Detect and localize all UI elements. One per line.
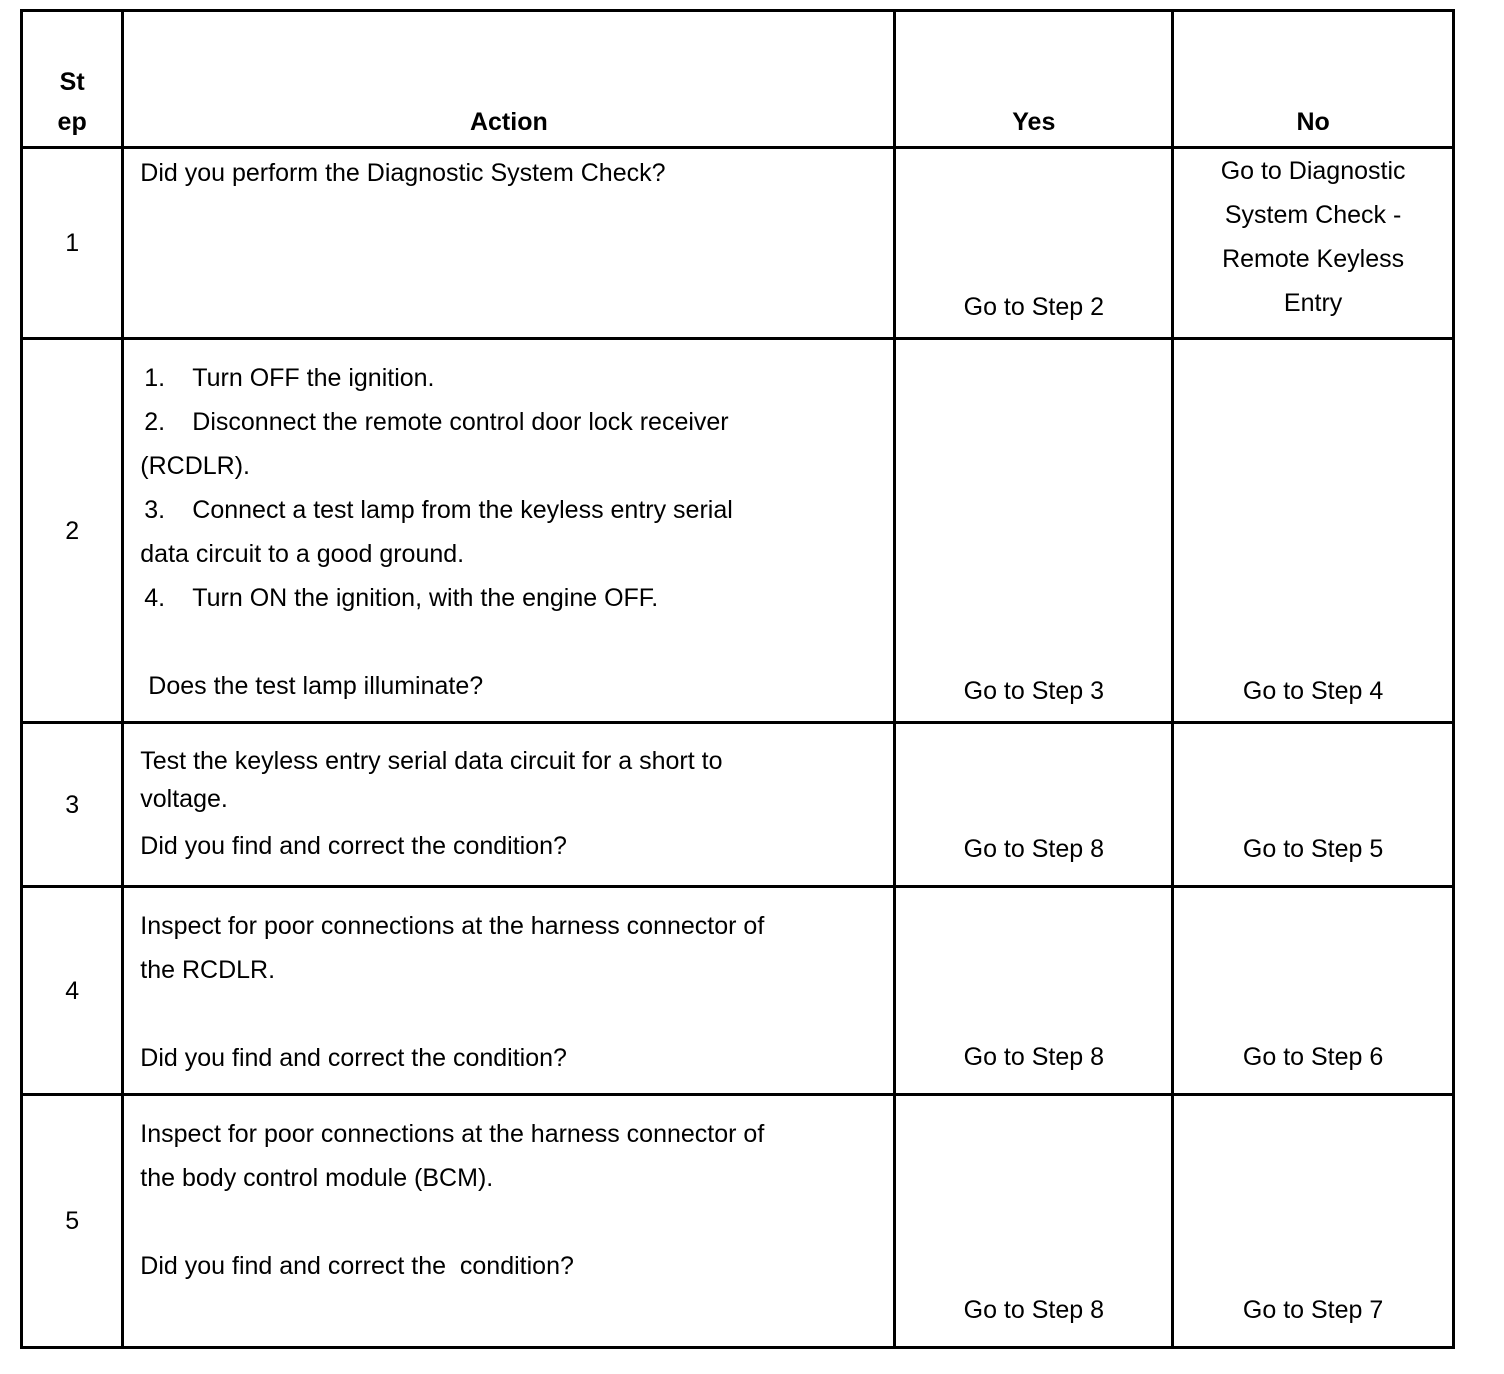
table-row bbox=[22, 339, 1454, 723]
list-number: 2. bbox=[144, 408, 166, 436]
list-text: Disconnect the remote control door lock receiver bbox=[192, 408, 729, 436]
action-text: the RCDLR. bbox=[140, 956, 276, 984]
action-text: Inspect for poor connections at the harness connector of bbox=[140, 1120, 765, 1148]
table-row bbox=[22, 1095, 1454, 1348]
no-cell: Go to Step 7 bbox=[1173, 1095, 1454, 1348]
question-text: Did you find and correct the condition? bbox=[140, 832, 567, 860]
spacer bbox=[140, 992, 877, 1036]
yes-cell: Go to Step 8 bbox=[895, 1095, 1173, 1348]
action-cell bbox=[123, 723, 895, 887]
list-item bbox=[140, 444, 877, 488]
header-action: Action bbox=[123, 11, 895, 148]
no-text: Go to Diagnostic bbox=[1220, 157, 1406, 185]
yes-cell: Go to Step 8 bbox=[895, 723, 1173, 887]
no-text: Remote Keyless bbox=[1222, 245, 1405, 273]
question-text: Did you find and correct the condition? bbox=[140, 1252, 574, 1280]
header-step-line2: ep bbox=[57, 108, 87, 136]
step-number: 5 bbox=[22, 1095, 123, 1348]
no-cell: Go to Step 5 bbox=[1173, 723, 1454, 887]
action-text: Inspect for poor connections at the harness connector of bbox=[140, 912, 765, 940]
action-cell bbox=[123, 148, 895, 339]
header-no: No bbox=[1173, 11, 1454, 148]
list-text: Connect a test lamp from the keyless entry serial bbox=[192, 496, 733, 524]
list-item bbox=[140, 488, 877, 532]
step-number: 1 bbox=[22, 148, 123, 339]
list-text: data circuit to a good ground. bbox=[140, 540, 465, 568]
list-number: 3. bbox=[144, 496, 166, 524]
list-text: (RCDLR). bbox=[140, 452, 250, 480]
action-cell bbox=[123, 1095, 895, 1348]
step-number: 2 bbox=[22, 339, 123, 723]
header-yes: Yes bbox=[895, 11, 1173, 148]
no-text: Entry bbox=[1283, 289, 1343, 317]
no-cell: Go to Step 6 bbox=[1173, 887, 1454, 1095]
list-item bbox=[140, 576, 877, 620]
action-text: Test the keyless entry serial data circuit for a short to bbox=[140, 747, 723, 775]
list-text: Turn ON the ignition, with the engine OFF. bbox=[192, 584, 659, 612]
step-number: 3 bbox=[22, 723, 123, 887]
diagnostic-table bbox=[20, 9, 1455, 1349]
no-text: System Check - bbox=[1224, 201, 1402, 229]
list-item bbox=[140, 356, 877, 400]
no-cell bbox=[1173, 148, 1454, 339]
table-row bbox=[22, 148, 1454, 339]
yes-cell: Go to Step 3 bbox=[895, 339, 1173, 723]
list-number: 4. bbox=[144, 584, 166, 612]
question-text: Does the test lamp illuminate? bbox=[148, 672, 484, 700]
table-row bbox=[22, 723, 1454, 887]
action-text: the body control module (BCM). bbox=[140, 1164, 494, 1192]
action-text: Did you perform the Diagnostic System Check? bbox=[140, 159, 666, 187]
no-cell: Go to Step 4 bbox=[1173, 339, 1454, 723]
table-row bbox=[22, 887, 1454, 1095]
action-text: voltage. bbox=[140, 785, 228, 813]
spacer bbox=[140, 1200, 877, 1244]
yes-cell: Go to Step 8 bbox=[895, 887, 1173, 1095]
list-item bbox=[140, 400, 877, 444]
header-row bbox=[22, 11, 1454, 148]
header-step bbox=[22, 11, 123, 148]
step-number: 4 bbox=[22, 887, 123, 1095]
action-cell bbox=[123, 339, 895, 723]
question-text: Did you find and correct the condition? bbox=[140, 1044, 567, 1072]
yes-cell: Go to Step 2 bbox=[895, 148, 1173, 339]
list-number: 1. bbox=[144, 364, 166, 392]
header-step-line1: St bbox=[59, 68, 85, 96]
list-item bbox=[140, 532, 877, 576]
spacer bbox=[140, 620, 877, 664]
list-text: Turn OFF the ignition. bbox=[192, 364, 435, 392]
action-cell bbox=[123, 887, 895, 1095]
